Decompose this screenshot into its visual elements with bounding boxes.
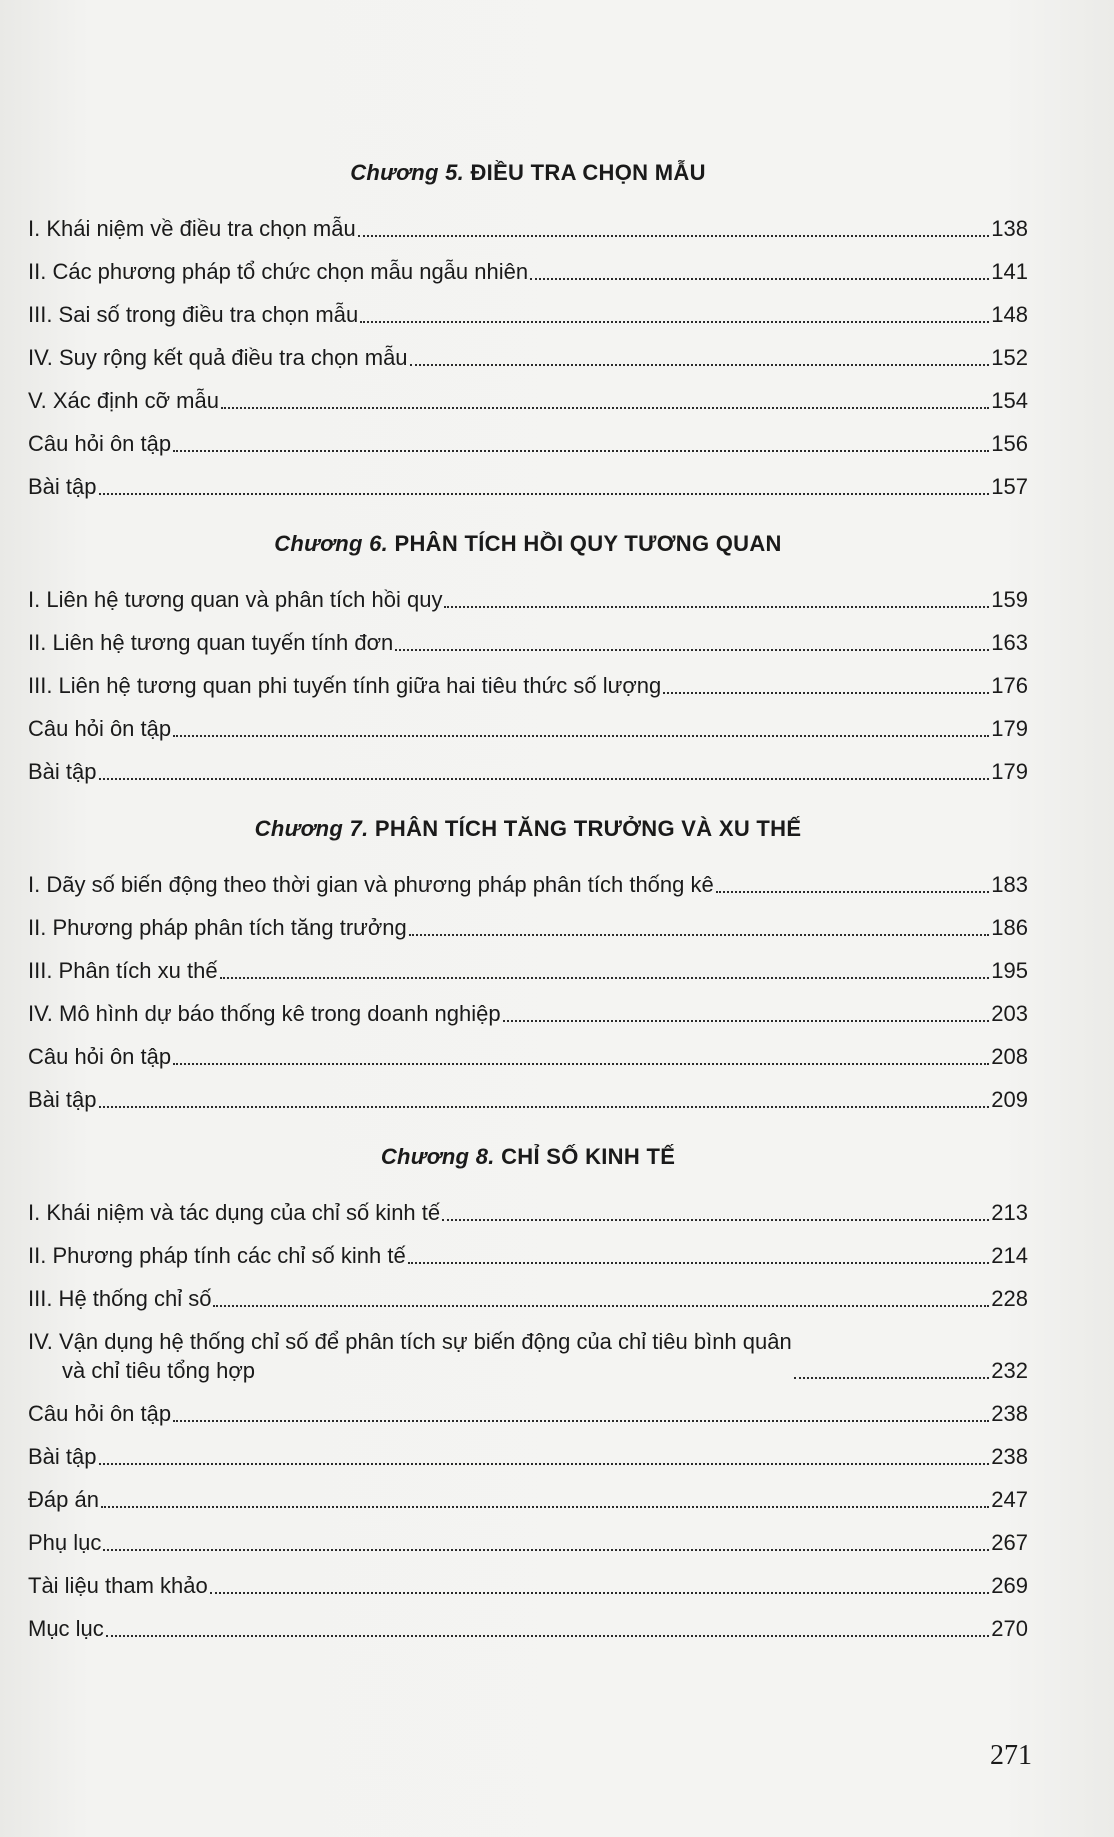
toc-entry[interactable] bbox=[28, 1313, 1028, 1385]
toc-entry-page: 179 bbox=[991, 716, 1028, 741]
dot-leader bbox=[173, 1420, 989, 1422]
toc-entry-label: Bài tập bbox=[28, 474, 97, 499]
toc-entry-label: I. Dãy số biến động theo thời gian và phương pháp phân tích thống kê bbox=[28, 872, 714, 897]
toc-entry-page: 247 bbox=[991, 1487, 1028, 1512]
chapter-prefix: Chương 8. bbox=[380, 1144, 495, 1169]
dot-leader bbox=[444, 606, 989, 608]
toc-entry[interactable] bbox=[28, 899, 1028, 942]
chapter-section bbox=[28, 531, 1028, 786]
toc-entry-page: 159 bbox=[991, 587, 1028, 612]
toc-entry-page: 141 bbox=[991, 259, 1028, 284]
toc-entry-label bbox=[28, 1327, 792, 1385]
chapter-heading: CHỈ SỐ KINH TẾ bbox=[501, 1144, 676, 1169]
toc-entry-label: Tài liệu tham khảo bbox=[28, 1573, 208, 1598]
chapter-section bbox=[28, 816, 1028, 1114]
dot-leader bbox=[173, 450, 989, 452]
toc-entry[interactable] bbox=[28, 1600, 1028, 1643]
toc-entry-label: II. Phương pháp phân tích tăng trưởng bbox=[28, 915, 407, 940]
toc-entry-label: III. Liên hệ tương quan phi tuyến tính giữa hai tiêu thức số lượng bbox=[28, 673, 662, 698]
toc-entry-label: II. Phương pháp tính các chỉ số kinh tế bbox=[28, 1243, 406, 1268]
toc-entry[interactable] bbox=[28, 243, 1028, 286]
dot-leader bbox=[99, 1106, 990, 1108]
dot-leader bbox=[99, 778, 990, 780]
toc-entry-label: I. Khái niệm về điều tra chọn mẫu bbox=[28, 216, 356, 241]
dot-leader bbox=[358, 235, 990, 237]
chapter-prefix: Chương 7. bbox=[254, 816, 369, 841]
toc-entry-page: 232 bbox=[991, 1358, 1028, 1383]
toc-entry-page: 203 bbox=[991, 1001, 1028, 1026]
dot-leader bbox=[101, 1506, 989, 1508]
toc-entry[interactable] bbox=[28, 985, 1028, 1028]
toc-entry-label: I. Khái niệm và tác dụng của chỉ số kinh tế bbox=[28, 1200, 441, 1225]
toc-entry[interactable] bbox=[28, 1184, 1028, 1227]
chapter-title bbox=[28, 816, 1028, 842]
toc-entry[interactable] bbox=[28, 1227, 1028, 1270]
toc-entry-label-line1: IV. Vận dụng hệ thống chỉ số để phân tích sự biến động của chỉ tiêu bình quân bbox=[28, 1329, 792, 1354]
dot-leader bbox=[221, 407, 989, 409]
chapter-heading: PHÂN TÍCH HỒI QUY TƯƠNG QUAN bbox=[394, 531, 782, 556]
toc-entry-label: Câu hỏi ôn tập bbox=[28, 716, 172, 741]
toc-entry-label: IV. Mô hình dự báo thống kê trong doanh nghiệp bbox=[28, 1001, 501, 1026]
toc-entry[interactable] bbox=[28, 1428, 1028, 1471]
toc-entry-page: 238 bbox=[991, 1401, 1028, 1426]
toc-entry[interactable] bbox=[28, 700, 1028, 743]
toc-entry-label: Mục lục bbox=[28, 1616, 104, 1641]
dot-leader bbox=[210, 1592, 990, 1594]
toc-entry[interactable] bbox=[28, 614, 1028, 657]
chapter-heading: PHÂN TÍCH TĂNG TRƯỞNG VÀ XU THẾ bbox=[374, 816, 802, 841]
dot-leader bbox=[794, 1377, 990, 1379]
chapter-section bbox=[28, 160, 1028, 501]
dot-leader bbox=[106, 1635, 989, 1637]
toc-entry-page: 238 bbox=[991, 1444, 1028, 1469]
dot-leader bbox=[99, 1463, 990, 1465]
toc-entry[interactable] bbox=[28, 1471, 1028, 1514]
toc-entry-label: IV. Suy rộng kết quả điều tra chọn mẫu bbox=[28, 345, 408, 370]
toc-entry-page: 176 bbox=[991, 673, 1028, 698]
chapter-title bbox=[28, 1144, 1028, 1170]
toc-entry-page: 152 bbox=[991, 345, 1028, 370]
toc-entry-page: 148 bbox=[991, 302, 1028, 327]
toc-entry[interactable] bbox=[28, 856, 1028, 899]
toc-entry[interactable] bbox=[28, 657, 1028, 700]
toc-entry-label: II. Liên hệ tương quan tuyến tính đơn bbox=[28, 630, 394, 655]
chapter-section bbox=[28, 1144, 1028, 1643]
chapter-prefix: Chương 5. bbox=[350, 160, 465, 185]
toc-entry-page: 214 bbox=[991, 1243, 1028, 1268]
toc-entry[interactable] bbox=[28, 286, 1028, 329]
chapter-title bbox=[28, 160, 1028, 186]
dot-leader bbox=[442, 1219, 989, 1221]
dot-leader bbox=[220, 977, 990, 979]
dot-leader bbox=[408, 1262, 990, 1264]
toc-entry-page: 208 bbox=[991, 1044, 1028, 1069]
toc-entry-page: 228 bbox=[991, 1286, 1028, 1311]
dot-leader bbox=[360, 321, 989, 323]
toc-entry[interactable] bbox=[28, 942, 1028, 985]
toc-entry[interactable] bbox=[28, 458, 1028, 501]
dot-leader bbox=[173, 735, 989, 737]
dot-leader bbox=[103, 1549, 989, 1551]
toc-entry-label: Câu hỏi ôn tập bbox=[28, 1401, 172, 1426]
toc-entry[interactable] bbox=[28, 1028, 1028, 1071]
dot-leader bbox=[99, 493, 990, 495]
dot-leader bbox=[530, 278, 989, 280]
dot-leader bbox=[663, 692, 989, 694]
toc-entry-page: 209 bbox=[991, 1087, 1028, 1112]
toc-entry[interactable] bbox=[28, 1557, 1028, 1600]
dot-leader bbox=[410, 364, 990, 366]
toc-entry-label: I. Liên hệ tương quan và phân tích hồi quy bbox=[28, 587, 443, 612]
toc-entry-page: 269 bbox=[991, 1573, 1028, 1598]
toc-entry-page: 213 bbox=[991, 1200, 1028, 1225]
toc-entry-label: Câu hỏi ôn tập bbox=[28, 1044, 172, 1069]
toc-entry-page: 157 bbox=[991, 474, 1028, 499]
toc-entry-label: III. Phân tích xu thế bbox=[28, 958, 218, 983]
dot-leader bbox=[409, 934, 990, 936]
toc-entry[interactable] bbox=[28, 200, 1028, 243]
toc-entry-page: 183 bbox=[991, 872, 1028, 897]
toc-entry[interactable] bbox=[28, 1270, 1028, 1313]
toc-entry[interactable] bbox=[28, 415, 1028, 458]
toc-entry[interactable] bbox=[28, 329, 1028, 372]
toc-entry-page: 186 bbox=[991, 915, 1028, 940]
toc-entry-page: 195 bbox=[991, 958, 1028, 983]
dot-leader bbox=[395, 649, 989, 651]
toc-entry-label: Bài tập bbox=[28, 1087, 97, 1112]
chapter-title bbox=[28, 531, 1028, 557]
chapter-prefix: Chương 6. bbox=[274, 531, 389, 556]
toc-entry-label-line2: và chỉ tiêu tổng hợp bbox=[62, 1358, 255, 1383]
toc-entry-page: 267 bbox=[991, 1530, 1028, 1555]
toc-entry[interactable] bbox=[28, 1071, 1028, 1114]
toc-entry-page: 179 bbox=[991, 759, 1028, 784]
toc-entry-label: Bài tập bbox=[28, 759, 97, 784]
toc-entry-label: V. Xác định cỡ mẫu bbox=[28, 388, 219, 413]
toc-entry[interactable] bbox=[28, 372, 1028, 415]
toc-entry-label: II. Các phương pháp tổ chức chọn mẫu ngẫu nhiên bbox=[28, 259, 529, 284]
toc-entry-label: Đáp án bbox=[28, 1487, 99, 1512]
toc-entry-page: 163 bbox=[991, 630, 1028, 655]
dot-leader bbox=[173, 1063, 989, 1065]
toc-entry-page: 156 bbox=[991, 431, 1028, 456]
toc-entry-page: 154 bbox=[991, 388, 1028, 413]
toc-entry-label: Câu hỏi ôn tập bbox=[28, 431, 172, 456]
toc-entry-label: III. Sai số trong điều tra chọn mẫu bbox=[28, 302, 359, 327]
toc-entry[interactable] bbox=[28, 571, 1028, 614]
toc-entry[interactable] bbox=[28, 1514, 1028, 1557]
toc-entry-page: 138 bbox=[991, 216, 1028, 241]
chapter-heading: ĐIỀU TRA CHỌN MẪU bbox=[470, 160, 706, 185]
dot-leader bbox=[213, 1305, 989, 1307]
toc-entry-label: Phụ lục bbox=[28, 1530, 102, 1555]
toc-entry[interactable] bbox=[28, 1385, 1028, 1428]
dot-leader bbox=[716, 891, 990, 893]
toc-entry-label: Bài tập bbox=[28, 1444, 97, 1469]
dot-leader bbox=[503, 1020, 990, 1022]
toc-entry[interactable] bbox=[28, 743, 1028, 786]
table-of-contents bbox=[28, 160, 1028, 1673]
page-number: 271 bbox=[990, 1740, 1032, 1771]
toc-entry-label: III. Hệ thống chỉ số bbox=[28, 1286, 212, 1311]
toc-entry-page: 270 bbox=[991, 1616, 1028, 1641]
